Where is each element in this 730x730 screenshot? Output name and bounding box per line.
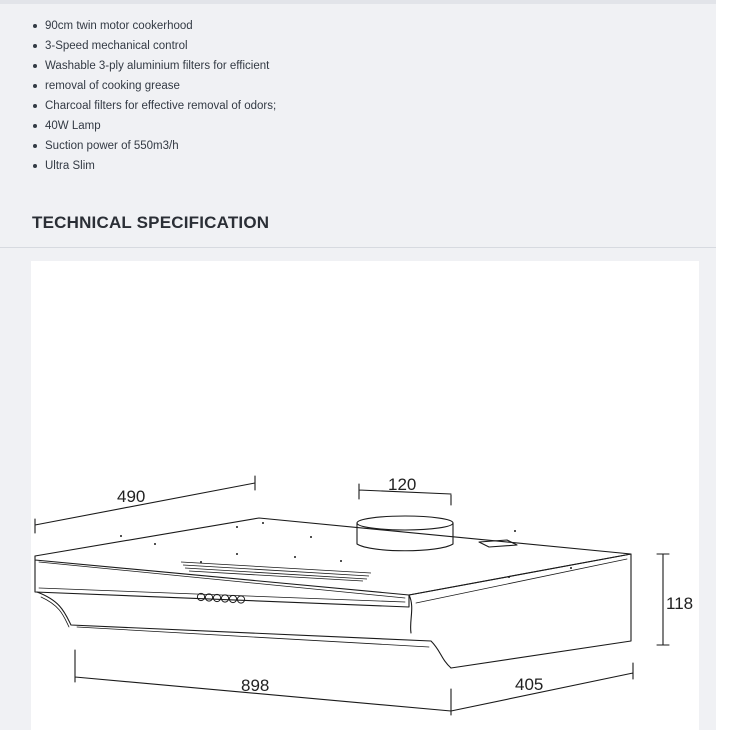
technical-specification-heading: TECHNICAL SPECIFICATION bbox=[32, 213, 270, 232]
dim-label-duct: 120 bbox=[388, 475, 417, 494]
cookerhood-dimension-drawing bbox=[31, 261, 699, 730]
knob-2 bbox=[205, 594, 212, 601]
feature-item: 3-Speed mechanical control bbox=[32, 36, 276, 56]
feature-item: Washable 3-ply aluminium filters for efficient bbox=[32, 56, 276, 76]
side-top-edge bbox=[416, 559, 627, 603]
feature-item: Suction power of 550m3/h bbox=[32, 136, 276, 156]
knob-4 bbox=[221, 595, 228, 602]
hood-right-side bbox=[409, 554, 631, 668]
feature-list bbox=[32, 16, 276, 176]
hood-lower-body bbox=[37, 592, 451, 668]
knob-5 bbox=[229, 595, 236, 602]
section-divider bbox=[0, 247, 716, 248]
duct-collar-top bbox=[357, 516, 453, 530]
dim-label-width: 898 bbox=[241, 676, 270, 695]
dim-label-depth: 490 bbox=[117, 487, 146, 506]
vent-slots bbox=[181, 562, 371, 581]
feature-item: removal of cooking grease bbox=[32, 76, 276, 96]
hood-top-surface bbox=[35, 518, 631, 595]
feature-item: Ultra Slim bbox=[32, 156, 276, 176]
page-margin-right bbox=[716, 0, 730, 730]
top-border bbox=[0, 0, 716, 4]
dim-label-side: 405 bbox=[515, 675, 544, 694]
hood-lower-lines bbox=[41, 597, 429, 647]
feature-item: 90cm twin motor cookerhood bbox=[32, 16, 276, 36]
duct-collar-body bbox=[357, 523, 453, 551]
rear-connector bbox=[479, 540, 517, 547]
knob-3 bbox=[213, 594, 220, 601]
feature-item: Charcoal filters for effective removal of odors; bbox=[32, 96, 276, 116]
feature-item: 40W Lamp bbox=[32, 116, 276, 136]
technical-drawing bbox=[31, 261, 699, 730]
dim-label-height: 118 bbox=[666, 594, 694, 613]
knob-6 bbox=[237, 596, 244, 603]
